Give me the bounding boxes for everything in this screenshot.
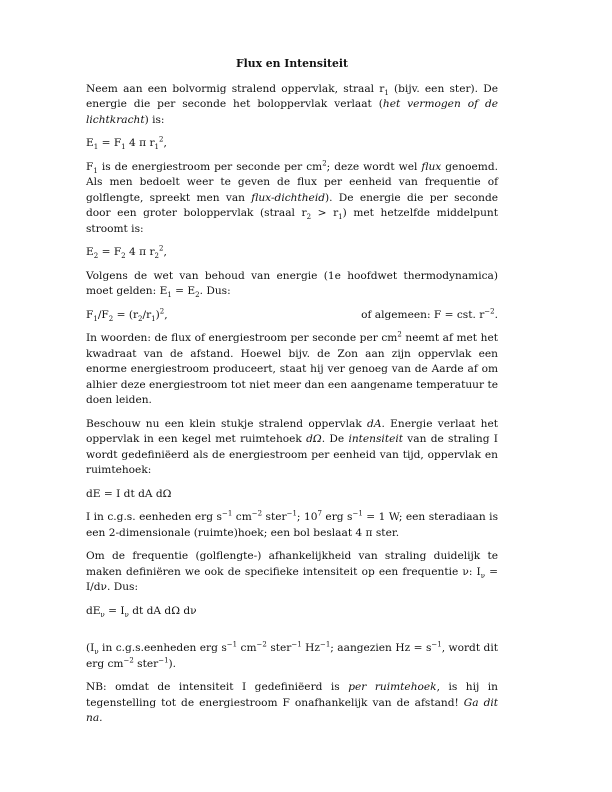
text: Hz [301, 642, 320, 654]
subscript: 2 [93, 252, 99, 261]
subscript: 1 [93, 314, 98, 323]
emphasis: het vermogen of de lichtkracht [86, 98, 498, 126]
subscript: 2 [108, 314, 114, 323]
superscript: −1 [319, 640, 331, 649]
text: Beschouw nu een klein stukje stralend oppervlak [86, 417, 368, 430]
text: In woorden: de flux of energiestroom per seconde per cm [86, 332, 398, 344]
text: erg s [321, 511, 353, 523]
text: ) is: [144, 113, 165, 126]
superscript: −1 [352, 509, 363, 518]
text: in c.g.s.eenheden erg s [98, 642, 227, 654]
text: cm [237, 642, 257, 654]
emphasis: flux-dichtheid [251, 191, 325, 204]
text: /r [142, 308, 152, 321]
text: ster [262, 511, 287, 523]
text: Neem aan een bolvormig stralend oppervlak, straal r [86, 82, 385, 95]
text: is de energiestroom per seconde per cm [97, 160, 323, 173]
emphasis: Ga dit na. [86, 696, 498, 724]
paragraph-intro [86, 82, 498, 129]
subscript: 1 [384, 88, 389, 97]
emphasis: dΩ [306, 433, 322, 445]
text: = F [98, 137, 122, 149]
text: E [86, 137, 94, 149]
emphasis: intensiteit [348, 433, 403, 445]
superscript: −2 [251, 509, 263, 518]
text: ) met hetzelfde middelpunt stroomt is: [86, 207, 498, 235]
text: /F [97, 308, 109, 321]
equation-e2 [86, 245, 498, 261]
subscript: 2 [154, 252, 159, 261]
equation-ratio-right [361, 308, 498, 324]
equation-de: dE = I dt dA dΩ [86, 487, 172, 500]
text: = I/dν. Dus: [86, 565, 499, 593]
text: (bijv. een ster). De energie die per seconde het boloppervlak verlaat ( [86, 82, 499, 110]
subscript: 1 [154, 143, 159, 152]
subscript: 1 [121, 143, 126, 152]
superscript: 2 [159, 306, 165, 315]
text: (I [86, 642, 95, 654]
superscript: 2 [397, 330, 402, 339]
superscript: 2 [158, 244, 164, 253]
text: van de straling I wordt gedefiniëerd als de energiestroom per eenheid van tijd, oppervlak en ruimtehoek: [86, 433, 498, 476]
text: F [86, 160, 94, 173]
text: > r [311, 207, 339, 219]
subscript: ν [94, 648, 99, 657]
text: = F [98, 246, 122, 258]
text: ). De energie die per seconde door een groter boloppervlak (straal r [86, 191, 499, 219]
text: 4 π r [125, 137, 155, 149]
paragraph-units-nu [86, 641, 498, 672]
paragraph-units [86, 510, 498, 541]
text: NB: omdat de intensiteit I gedefiniëerd is [86, 681, 349, 693]
text: ; deze wordt wel [326, 160, 422, 173]
paragraph-words [86, 331, 498, 409]
subscript: 1 [151, 314, 156, 323]
text: of algemeen: F = cst. r [361, 308, 485, 321]
text: neemt af met het kwadraat van de afstand. Hoewel bijv. de Zon aan zijn oppervlak een enorme energiestroom produceert, staat hij ver genoeg van de Aarde af om alhier deze energiestroom tot niet meer dan een aangename temperatuur te doen leiden. [86, 332, 498, 406]
text: cm [232, 511, 252, 523]
text: ster [266, 642, 292, 654]
superscript: −2 [484, 306, 495, 315]
text: , wordt dit erg cm [86, 642, 498, 670]
emphasis: flux [421, 160, 442, 173]
superscript: −1 [431, 640, 442, 649]
text: . [494, 308, 498, 321]
text: F [86, 308, 94, 321]
paragraph-intensity [86, 417, 498, 479]
text: = E [171, 285, 196, 297]
subscript: ν [480, 571, 485, 580]
subscript: ν [100, 610, 105, 619]
text: E [86, 246, 94, 258]
superscript: −1 [221, 509, 233, 518]
superscript: −2 [123, 655, 134, 664]
paragraph-conservation [86, 269, 498, 300]
text: ; 10 [296, 511, 318, 523]
superscript: 7 [317, 509, 322, 518]
text: . Energie verlaat het oppervlak in een kegel met ruimtehoek [86, 417, 498, 445]
subscript: 1 [338, 213, 343, 222]
superscript: −1 [286, 509, 297, 518]
superscript: −1 [158, 655, 169, 664]
equation-ratio [86, 308, 498, 324]
subscript: 1 [93, 166, 98, 175]
paragraph-flux [86, 160, 498, 238]
subscript: ν [124, 610, 129, 619]
superscript: −2 [256, 640, 267, 649]
text: Om de frequentie (golflengte-) afhankelijkheid van straling duidelijk te maken definiëren we ook de specifieke intensiteit op een frequentie ν: I [86, 550, 498, 578]
subscript: 2 [195, 291, 200, 300]
text: dE [86, 604, 101, 617]
text: ; aangezien Hz = s [330, 642, 432, 654]
text: Volgens de wet van behoud van energie (1e hoofdwet thermodynamica) moet gelden: E [86, 269, 498, 297]
text: 4 π r [125, 246, 155, 258]
text: , [163, 137, 167, 149]
superscript: −1 [291, 640, 302, 649]
subscript: 2 [138, 314, 143, 323]
document-page [86, 50, 498, 735]
text: . Dus: [199, 285, 231, 297]
emphasis: per ruimtehoek [348, 681, 437, 693]
equation-de-nu [86, 604, 498, 620]
paragraph-note [86, 680, 498, 727]
spacer [86, 627, 498, 641]
text: ster [133, 657, 159, 670]
superscript: 2 [158, 135, 164, 144]
text: . De [321, 433, 349, 445]
equation-ratio-left [86, 308, 168, 324]
text: = (r [113, 308, 139, 321]
text: = 1 W; een steradiaan is een 2-dimensionale (ruimte)hoek; een bol beslaat 4 π ster. [86, 511, 498, 539]
text: = I [104, 604, 125, 617]
text: ). [168, 657, 177, 670]
subscript: 1 [93, 143, 99, 152]
text: , [164, 308, 168, 321]
text: I in c.g.s. eenheden erg s [86, 511, 222, 523]
text: , [163, 246, 167, 258]
subscript: 2 [306, 213, 312, 222]
text: dt dA dΩ dν [128, 604, 197, 617]
document-title: Flux en Intensiteit [235, 57, 349, 70]
text: ) [155, 308, 160, 321]
equation-e1 [86, 136, 498, 152]
superscript: 2 [322, 158, 327, 167]
paragraph-frequency [86, 549, 498, 596]
superscript: −1 [226, 640, 238, 649]
text: , is hij in tegenstelling tot de energiestroom F onafhankelijk van de afstand! [86, 681, 498, 709]
emphasis: dA [367, 417, 382, 430]
text: genoemd. Als men bedoelt weer te geven de flux per eenheid van frequentie of golflengte, spreekt men van [86, 160, 498, 204]
subscript: 1 [167, 291, 172, 300]
subscript: 2 [121, 252, 126, 261]
